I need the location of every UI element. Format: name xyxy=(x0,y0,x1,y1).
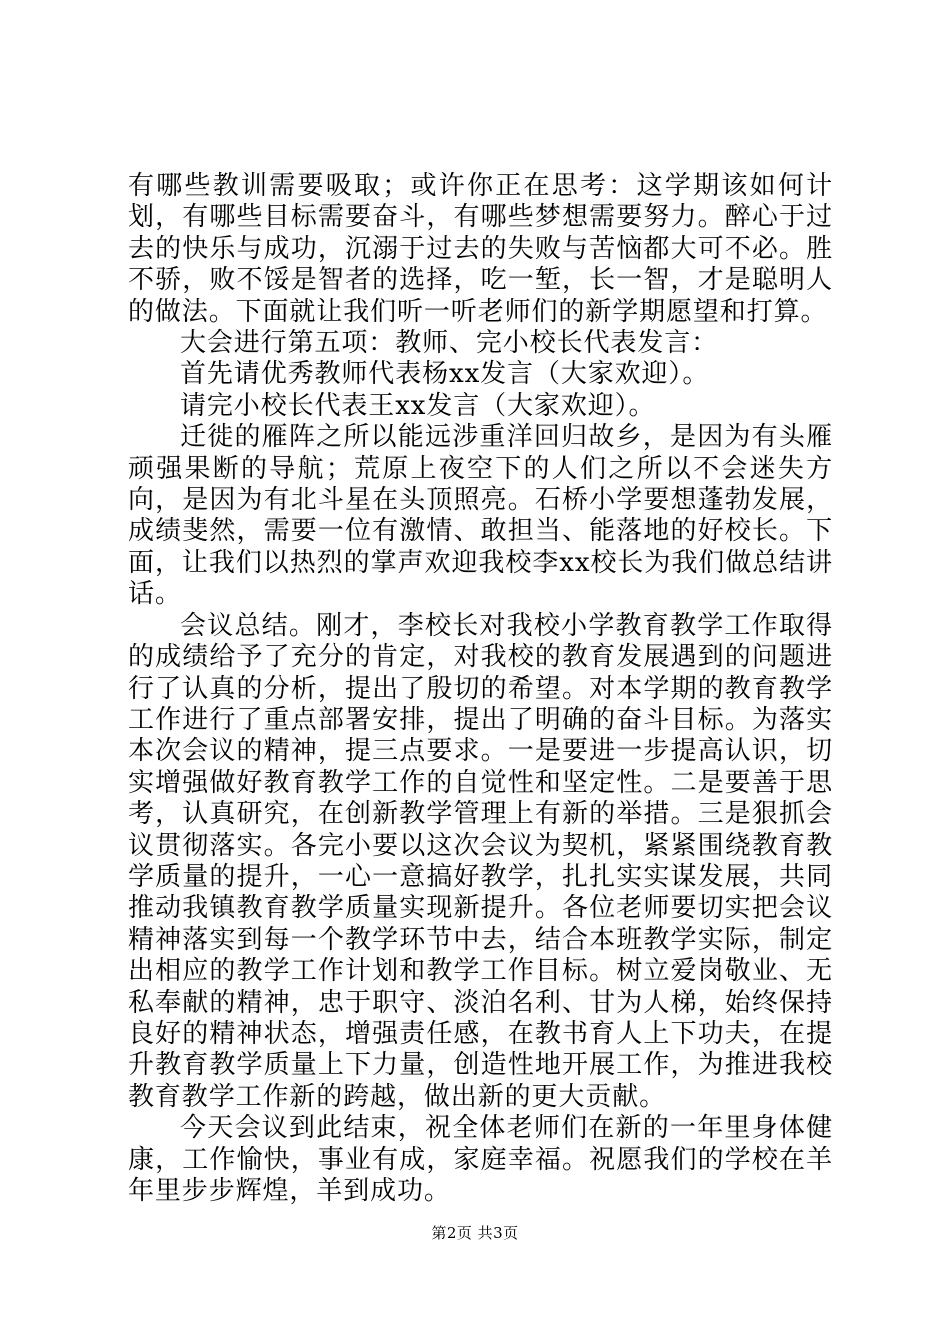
paragraph-meeting-summary: 会议总结。刚才，李校长对我校小学教育教学工作取得的成绩给予了充分的肯定，对我校的教育发展遇到的问题进行了认真的分析，提出了殷切的希望。对本学期的教育教学工作进行了重点部署安排，提出了明确的奋斗目标。为落实本次会议的精神，提三点要求。一是要进一步提高认识，切实增强做好教育教学工作的自觉性和坚定性。二是要善于思考，认真研究，在创新教学管理上有新的举措。三是狠抓会议贯彻落实。各完小要以这次会议为契机，紧紧围绕教育教学质量的提升，一心一意搞好教学，扎扎实实谋发展，共同推动我镇教育教学质量实现新提升。各位老师要切实把会议精神落实到每一个教学环节中去，结合本班教学实际，制定出相应的教学工作计划和教学工作目标。树立爱岗敬业、无私奉献的精神，忠于职守、淡泊名利、甘为人梯，始终保持良好的精神状态，增强责任感，在教书育人上下功夫，在提升教育教学质量上下力量，创造性地开展工作，为推进我校教育教学工作新的跨越，做出新的更大贡献。 xyxy=(128,610,833,1112)
paragraph-introduction: 迁徙的雁阵之所以能远涉重洋回归故乡，是因为有头雁顽强果断的导航；荒原上夜空下的人们之所以不会迷失方向，是因为有北斗星在头顶照亮。石桥小学要想蓬勃发展，成绩斐然，需要一位有激情、敢担当、能落地的好校长。下面，让我们以热烈的掌声欢迎我校李xx校长为我们做总结讲话。 xyxy=(128,422,833,610)
paragraph-principal-speech: 请完小校长代表王xx发言（大家欢迎）。 xyxy=(180,390,656,421)
paragraph-agenda-item-five: 大会进行第五项：教师、完小校长代表发言： xyxy=(180,328,719,359)
document-body xyxy=(128,171,833,1207)
paragraph-continued: 有哪些教训需要吸取；或许你正在思考：这学期该如何计划，有哪些目标需要奋斗，有哪些梦想需要努力。醉心于过去的快乐与成功，沉溺于过去的失败与苦恼都大可不必。胜不骄，败不馁是智者的选择，吃一堑，长一智，才是聪明人的做法。下面就让我们听一听老师们的新学期愿望和打算。 xyxy=(128,171,833,327)
paragraph-teacher-speech: 首先请优秀教师代表杨xx发言（大家欢迎）。 xyxy=(180,359,710,390)
paragraph-closing: 今天会议到此结束，祝全体老师们在新的一年里身体健康，工作愉快，事业有成，家庭幸福。祝愿我们的学校在羊年里步步辉煌，羊到成功。 xyxy=(128,1113,833,1206)
page-number-footer: 第2页 共3页 xyxy=(431,1224,519,1242)
